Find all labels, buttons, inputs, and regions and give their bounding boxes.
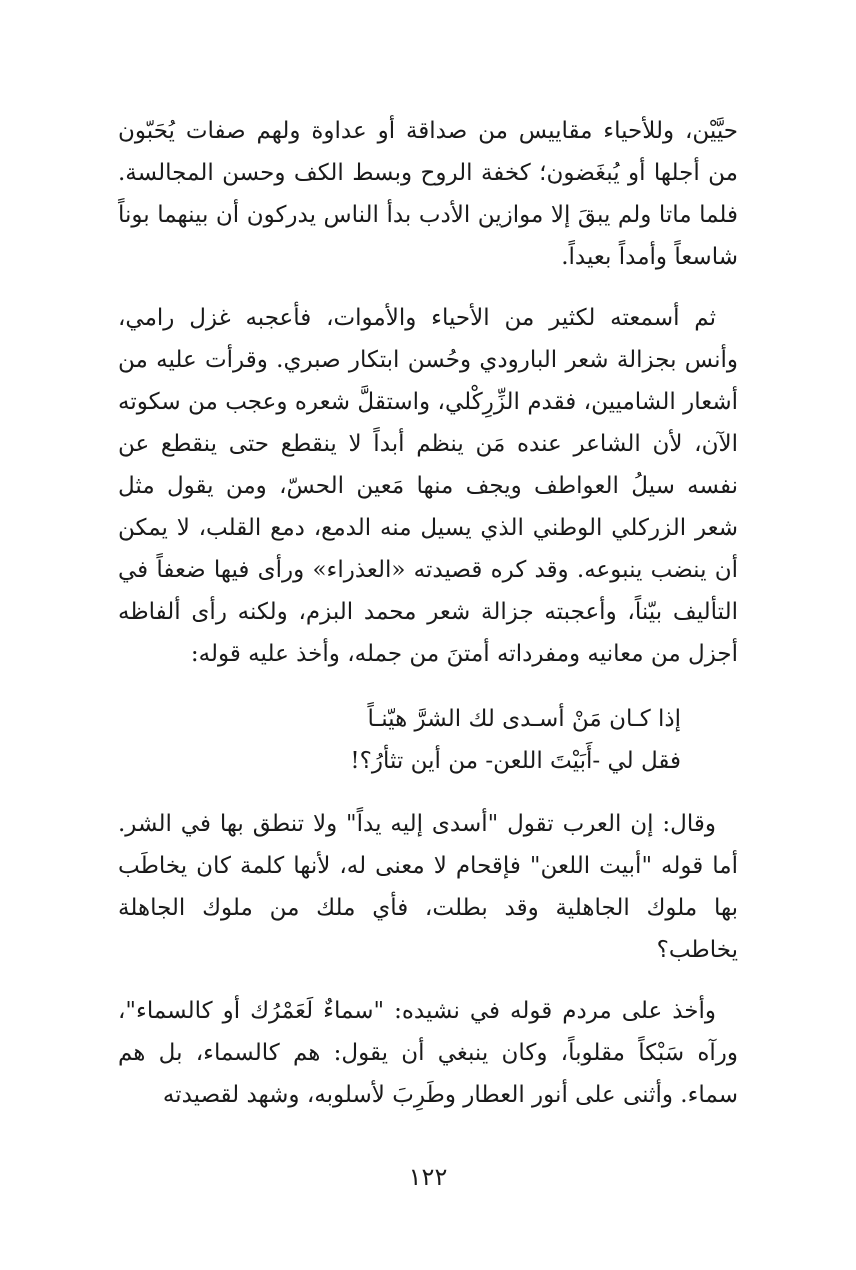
paragraph-1: [118, 110, 738, 278]
paragraph-4: [118, 990, 738, 1116]
verse-line-2: فقل لي -أَبَيْتَ اللعن- من أين تثأرُ؟!: [350, 748, 681, 774]
poem-verse: [350, 698, 681, 782]
paragraph-2-text: ثم أسمعته لكثير من الأحياء والأموات، فأعجبه غزل رامي، وأنس بجزالة شعر البارودي وحُسن ابتكار صبري. وقرأت عليه من أشعار الشاميين، فقدم الزِّرِكْلي، واستقلَّ شعره وعجب من سكوته الآن، لأن الشاعر عنده مَن ينظم أبداً لا ينقطع حتى ينقطع عن نفسه سيلُ العواطف ويجف منها مَعين الحسّ، ومن يقول مثل شعر الزركلي الوطني الذي يسيل منه الدمع، دمع القلب، لا يمكن أن ينضب ينبوعه. وقد كره قصيدته «العذراء» ورأى فيها ضعفاً في التأليف بيّناً، وأعجبته جزالة شعر محمد البزم، ولكنه رأى ألفاظه أجزل من معانيه ومفرداته أمتنَ من جمله، وأخذ عليه قوله:: [118, 305, 738, 667]
paragraph-2: [118, 297, 738, 675]
paragraph-3-text: وقال: إن العرب تقول "أسدى إليه يداً" ولا تنطق بها في الشر. أما قوله "أبيت اللعن" فإقحام لا معنى له، لأنها كلمة كان يخاطَب بها ملوك الجاهلية وقد بطلت، فأي ملك من ملوك الجاهلة يخاطب؟: [118, 811, 738, 963]
verse-line-1: إذا كـان مَنْ أسـدى لك الشرَّ هيّنـاً: [367, 706, 681, 732]
page-number: ١٢٢: [408, 1163, 448, 1191]
paragraph-4-text: وأخذ على مردم قوله في نشيده: "سماءٌ لَعَمْرُك أو كالسماء"، ورآه سَبْكاً مقلوباً، وكان ينبغي أن يقول: هم كالسماء، بل هم سماء. وأثنى على أنور العطار وطَرِبَ لأسلوبه، وشهد لقصيدته: [118, 998, 738, 1108]
paragraph-3: [118, 803, 738, 971]
paragraph-1-text: حيَّيْن، وللأحياء مقاييس من صداقة أو عداوة ولهم صفات يُحَبّون من أجلها أو يُبغَضون؛ كخفة الروح وبسط الكف وحسن المجالسة. فلما ماتا ولم يبقَ إلا موازين الأدب بدأ الناس يدركون أن بينهما بوناً شاسعاً وأمداً بعيداً.: [118, 118, 738, 270]
